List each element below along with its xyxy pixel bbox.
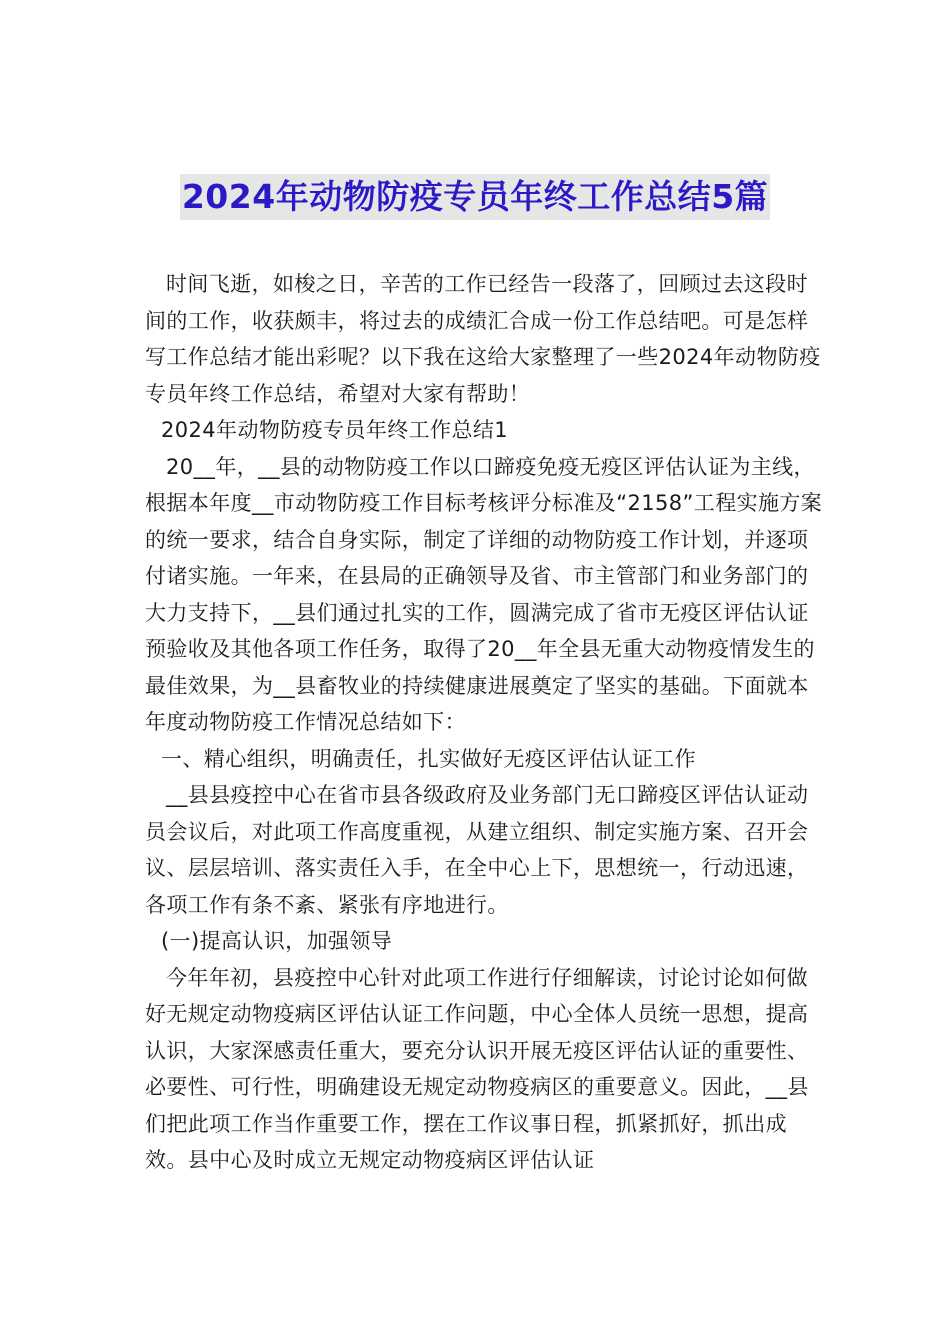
document-body <box>145 266 825 1179</box>
section-heading-1: 2024年动物防疫专员年终工作总结1 <box>161 418 509 442</box>
subheading-1: 一、精心组织，明确责任，扎实做好无疫区评估认证工作 <box>161 746 696 771</box>
title-wrap <box>0 174 950 220</box>
subheading-2: (一)提高认识，加强领导 <box>161 929 393 953</box>
body-paragraph: 20__年，__县的动物防疫工作以口蹄疫免疫无疫区评估认证为主线，根据本年度__市动物防疫工作目标考核评分标准及“2158”工程实施方案的统一要求，结合自身实际，制定了详细的动物防疫工作计划，并逐项付诸实施。一年来，在县局的正确领导及省、市主管部门和业务部门的大力支持下，__县们通过扎实的工作，圆满完成了省市无疫区评估认证预验收及其他各项工作任务，取得了20__年全县无重大动物疫情发生的最佳效果，为__县畜牧业的持续健康进展奠定了坚实的基础。下面就本年度动物防疫工作情况总结如下： <box>145 454 823 734</box>
intro-paragraph: 时间飞逝，如梭之日，辛苦的工作已经告一段落了，回顾过去这段时间的工作，收获颇丰，将过去的成绩汇合成一份工作总结吧。可是怎样写工作总结才能出彩呢？以下我在这给大家整理了一些2024年动物防疫专员年终工作总结，希望对大家有帮助！ <box>145 272 821 406</box>
body-paragraph: __县县疫控中心在省市县各级政府及业务部门无口蹄疫区评估认证动员会议后，对此项工作高度重视，从建立组织、制定实施方案、召开会议、层层培训、落实责任入手，在全中心上下，思想统一，行动迅速，各项工作有条不紊、紧张有序地进行。 <box>145 783 809 917</box>
document-title: 2024年动物防疫专员年终工作总结5篇 <box>180 174 770 220</box>
body-paragraph: 今年年初，县疫控中心针对此项工作进行仔细解读，讨论讨论如何做好无规定动物疫病区评估认证工作问题，中心全体人员统一思想，提高认识，大家深感责任重大，要充分认识开展无疫区评估认证的重要性、必要性、可行性，明确建设无规定动物疫病区的重要意义。因此，__县们把此项工作当作重要工作，摆在工作议事日程，抓紧抓好，抓出成效。县中心及时成立无规定动物疫病区评估认证 <box>145 965 809 1172</box>
